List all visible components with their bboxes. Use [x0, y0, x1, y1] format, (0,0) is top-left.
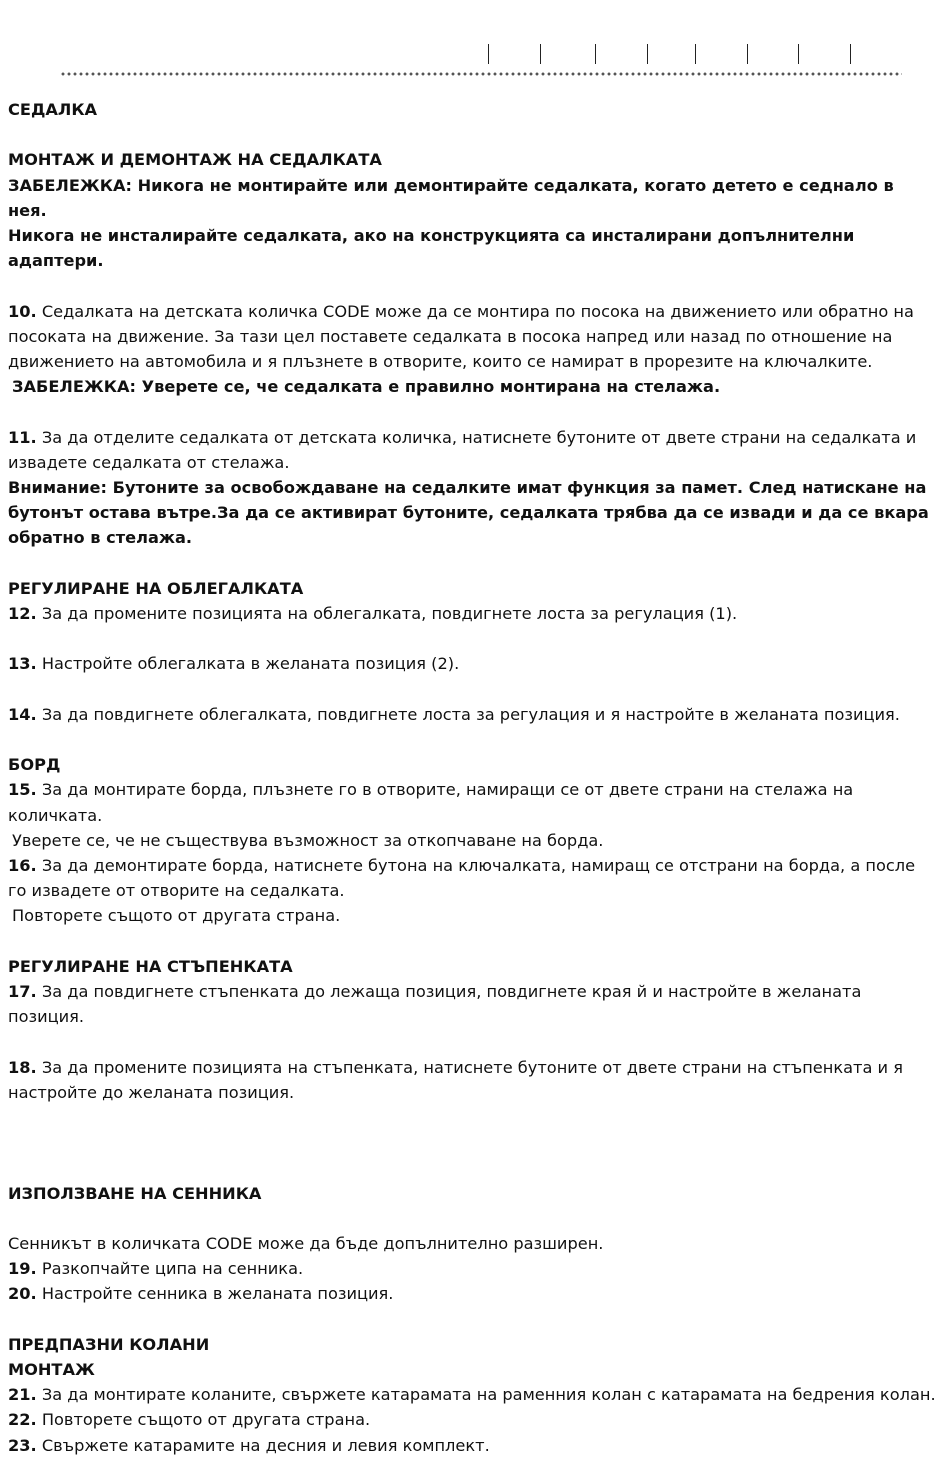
- step-11: [8, 425, 938, 450]
- step-16: [8, 853, 938, 878]
- step-number: 22.: [8, 1410, 37, 1430]
- heading-footrest: РЕГУЛИРАНЕ НА СТЪПЕНКАТА: [8, 956, 293, 976]
- step-21: [8, 1382, 938, 1407]
- step-number: 17.: [8, 981, 37, 1001]
- step-number: 13.: [8, 654, 37, 674]
- heading-belts: ПРЕДПАЗНИ КОЛАНИ: [8, 1334, 210, 1354]
- step-text: За да отделите седалката от детската количка, натиснете бутоните от двете страни на седалката и: [36, 427, 917, 447]
- step-number: 14.: [8, 704, 37, 724]
- step-15: [8, 777, 938, 802]
- step-text: За да повдигнете облегалката, повдигнете лоста за регулация и я настройте в желаната позиция.: [36, 704, 900, 724]
- step-20: [8, 1281, 938, 1306]
- heading-seat-mounting: МОНТАЖ И ДЕМОНТАЖ НА СЕДАЛКАТА: [8, 150, 382, 170]
- step-text: Разкопчайте ципа на сенника.: [36, 1259, 304, 1279]
- step-text: движението на автомобила и я плъзнете в отворите, които се намират в прорезите на ключалките.: [8, 352, 873, 371]
- step-number: 20.: [8, 1284, 37, 1304]
- step-text: посоката на движение. За тази цел поставете седалката в посока напред или назад по отношение на: [8, 326, 893, 346]
- step-text: настройте до желаната позиция.: [8, 1082, 295, 1102]
- step-14: [8, 702, 938, 727]
- step-number: 10.: [8, 301, 37, 321]
- heading-backrest: РЕГУЛИРАНЕ НА ОБЛЕГАЛКАТА: [8, 578, 304, 598]
- step-text: За да монтирате борда, плъзнете го в отворите, намиращи се от двете страни на стелажа на: [36, 780, 854, 800]
- step-text: За да промените позицията на стъпенката, натиснете бутоните от двете страни на стъпенката и я: [36, 1057, 903, 1077]
- step-13: [8, 651, 938, 676]
- step-text: За да демонтирате борда, натиснете бутона на ключалката, намиращ се отстрани на борда, а после: [36, 855, 916, 875]
- tick-mark: [798, 44, 799, 64]
- step-text: позиция.: [8, 1007, 85, 1027]
- warning-line: обратно в стелажа.: [8, 528, 193, 548]
- tick-mark: [595, 44, 596, 64]
- heading-bumper: БОРД: [8, 755, 61, 775]
- tick-mark: [488, 44, 489, 64]
- step-text: го извадете от отворите на седалката.: [8, 881, 345, 901]
- step-23: [8, 1433, 938, 1458]
- step-17: [8, 979, 938, 1004]
- step-text: Свържете катарамите на десния и левия комплект.: [36, 1435, 490, 1455]
- step-12: [8, 601, 938, 626]
- tick-mark: [540, 44, 541, 64]
- step-22: [8, 1407, 938, 1432]
- step-18: [8, 1055, 938, 1080]
- step-10: [8, 299, 938, 324]
- step-text: Седалката на детската количка CODE може да се монтира по посока на движението или обратно на: [36, 301, 914, 321]
- step-number: 21.: [8, 1385, 37, 1405]
- warning-line: бутонът остава вътре.За да се активират бутоните, седалката трябва да се извади и да се вкара: [8, 503, 929, 523]
- canopy-intro: Сенникът в количката CODE може да бъде допълнително разширен.: [8, 1233, 604, 1253]
- seat-note-line: Никога не инсталирайте седалката, ако на конструкцията са инсталирани допълнителни адаптери.: [8, 226, 855, 271]
- dotted-separator: [60, 72, 902, 76]
- tick-mark: [647, 44, 648, 64]
- step-number: 18.: [8, 1057, 37, 1077]
- section-title-seat: СЕДАЛКА: [8, 100, 98, 119]
- step-text: количката.: [8, 805, 103, 825]
- seat-note-line: ЗАБЕЛЕЖКА: Никога не монтирайте или демонтирайте седалката, когато детето е седнало в нея.: [8, 175, 894, 220]
- step-number: 12.: [8, 604, 37, 623]
- warning-line: Внимание: Бутоните за освобождаване на седалките имат функция за памет. След натискане на: [8, 478, 927, 497]
- header-tick-marks: [0, 44, 950, 64]
- subheading-belts-mounting: МОНТАЖ: [8, 1359, 95, 1379]
- step-text: Настройте облегалката в желаната позиция (2).: [36, 654, 460, 674]
- step-text: За да промените позицията на облегалката, повдигнете лоста за регулация (1).: [36, 604, 738, 623]
- step-text: За да монтирате коланите, свържете катарамата на раменния колан с катарамата на бедрения колан.: [36, 1385, 936, 1405]
- step-number: 11.: [8, 427, 37, 447]
- document-body: [8, 97, 938, 1458]
- step-number: 16.: [8, 855, 37, 875]
- step-number: 23.: [8, 1435, 37, 1455]
- step-16-note: Повторете същото от другата страна.: [12, 906, 341, 926]
- step-text: За да повдигнете стъпенката до лежаща позиция, повдигнете края й и настройте в желаната: [36, 981, 862, 1001]
- tick-mark: [695, 44, 696, 64]
- tick-mark: [747, 44, 748, 64]
- step-text: извадете седалката от стелажа.: [8, 452, 290, 472]
- step-15-note: Уверете се, че не съществува възможност за откопчаване на борда.: [12, 830, 604, 850]
- tick-mark: [850, 44, 851, 64]
- step-19: [8, 1256, 938, 1281]
- step-text: Настройте сенника в желаната позиция.: [36, 1284, 394, 1304]
- step-number: 15.: [8, 780, 37, 800]
- step-text: Повторете същото от другата страна.: [36, 1410, 371, 1430]
- step-10-note: ЗАБЕЛЕЖКА: Уверете се, че седалката е правилно монтирана на стелажа.: [12, 377, 721, 397]
- heading-canopy: ИЗПОЛЗВАНЕ НА СЕННИКА: [8, 1183, 262, 1203]
- step-number: 19.: [8, 1259, 37, 1279]
